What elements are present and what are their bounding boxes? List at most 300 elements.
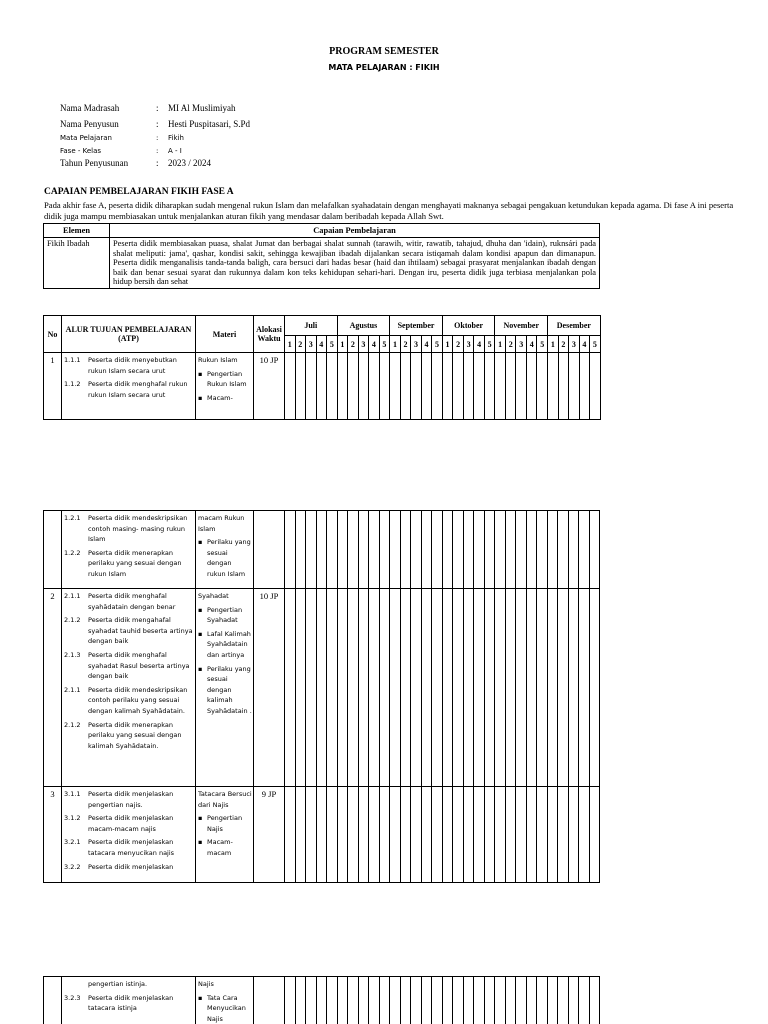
header-week: 1	[442, 336, 453, 353]
atp-row	[44, 977, 600, 1024]
atp-text: Peserta didik menjelaskan	[88, 862, 174, 871]
week-cell	[558, 511, 569, 589]
week-cell	[390, 589, 401, 787]
week-cell	[537, 511, 548, 589]
atp-list	[62, 353, 196, 420]
week-cell	[505, 977, 516, 1024]
header-atp: ALUR TUJUAN PEMBELAJARAN (ATP)	[62, 316, 196, 353]
week-cell	[442, 977, 453, 1024]
header-week: 5	[327, 336, 338, 353]
week-cell	[558, 589, 569, 787]
week-cell	[421, 977, 432, 1024]
atp-text: Peserta didik menjelaskan macam-macam najis	[88, 814, 174, 833]
week-cell	[400, 589, 411, 787]
atp-number: 3.2.1	[64, 838, 81, 847]
header-week: 5	[432, 336, 443, 353]
header-alokasi: Alokasi Waktu	[254, 316, 285, 353]
week-cell	[505, 787, 516, 883]
week-cell	[400, 787, 411, 883]
week-cell	[316, 589, 327, 787]
week-cell	[558, 787, 569, 883]
week-cell	[453, 511, 464, 589]
materi-text: Tata Cara Menyucikan Najis	[207, 993, 246, 1023]
materi-text: Macam-macam	[207, 838, 233, 857]
header-week: 5	[537, 336, 548, 353]
week-cell	[421, 787, 432, 883]
week-cell	[411, 787, 422, 883]
materi-title: Syahadat	[198, 592, 229, 600]
atp-row	[44, 787, 600, 883]
atp-number: 3.1.2	[64, 814, 81, 823]
week-cell	[589, 977, 600, 1024]
week-cell	[369, 977, 380, 1024]
materi-item	[198, 837, 252, 858]
week-cell	[516, 353, 527, 420]
week-cell	[516, 977, 527, 1024]
week-cell	[358, 589, 369, 787]
atp-number: 3.2.3	[64, 993, 81, 1002]
atp-number: 1.1.2	[64, 380, 81, 389]
atp-number: 3.2.2	[64, 862, 81, 871]
week-cell	[327, 977, 338, 1024]
week-cell	[474, 589, 485, 787]
week-cell	[516, 511, 527, 589]
identity-label: Nama Penyusun	[60, 118, 119, 129]
atp-list	[62, 511, 196, 589]
atp-list	[62, 787, 196, 883]
atp-text: Peserta didik menghafal rukun rukun Islam secara urut	[88, 380, 188, 399]
capaian-description: Pada akhir fase A, peserta didik diharapkan sudah mengenal rukun Islam dan melafalkan syahadatain dengan menghayati maknanya sebagai pengakuan ketundukan kepada agama. Di fase A ini peserta didik juga mampu membiasakan untuk menjalankan aturan fikih yang mendasar dalam beribadah kepada Allah Swt.	[44, 200, 734, 221]
capaian-col-capaian: Capaian Pembelajaran	[110, 224, 600, 238]
header-month: November	[495, 316, 548, 336]
capaian-heading: CAPAIAN PEMBELAJARAN FIKIH FASE A	[44, 187, 234, 197]
identity-row-mapel	[60, 131, 184, 144]
identity-value: MI Al Muslimiyah	[168, 102, 236, 113]
week-cell	[484, 977, 495, 1024]
atp-row	[44, 511, 600, 589]
week-cell	[463, 787, 474, 883]
header-week: 3	[463, 336, 474, 353]
week-cell	[484, 353, 495, 420]
identity-label: Tahun Penyusunan	[60, 157, 129, 168]
header-week: 2	[505, 336, 516, 353]
week-cell	[348, 511, 359, 589]
bullet-icon: ▪	[198, 605, 203, 614]
bullet-icon: ▪	[198, 664, 203, 673]
alokasi-value: 9 JP	[254, 787, 285, 883]
week-cell	[411, 589, 422, 787]
week-cell	[579, 511, 590, 589]
week-cell	[526, 787, 537, 883]
atp-item	[64, 979, 193, 990]
week-cell	[358, 511, 369, 589]
identity-label: Mata Pelajaran	[60, 133, 112, 142]
alokasi-value	[254, 511, 285, 589]
materi-text: Pengertian Syahadat	[207, 605, 243, 625]
row-number: 2	[44, 589, 62, 787]
week-cell	[474, 977, 485, 1024]
atp-text: Peserta didik menyebutkan rukun Islam secara urut	[88, 356, 177, 375]
week-cell	[432, 787, 443, 883]
week-cell	[537, 589, 548, 787]
header-week: 5	[590, 336, 601, 353]
week-cell	[327, 589, 338, 787]
header-week: 1	[285, 336, 296, 353]
week-cell	[474, 787, 485, 883]
week-cell	[537, 977, 548, 1024]
week-cell	[421, 353, 432, 420]
header-month: Juli	[285, 316, 338, 336]
week-cell	[442, 787, 453, 883]
identity-label: Nama Madrasah	[60, 102, 120, 113]
header-week: 4	[474, 336, 485, 353]
week-cell	[316, 787, 327, 883]
header-week: 4	[526, 336, 537, 353]
week-cell	[558, 977, 569, 1024]
week-cell	[484, 787, 495, 883]
identity-label: Fase - Kelas	[60, 146, 102, 155]
week-cell	[474, 353, 485, 420]
materi-item	[198, 629, 252, 661]
atp-text: Peserta didik menghafal syahādatain dengan benar	[88, 592, 176, 611]
header-week: 2	[348, 336, 359, 353]
schedule-table-page-3	[43, 976, 600, 1024]
materi-item	[198, 393, 252, 404]
atp-item	[64, 837, 193, 858]
header-materi: Materi	[196, 316, 254, 353]
week-cell	[548, 353, 559, 420]
week-cell	[589, 589, 600, 787]
week-cell	[526, 977, 537, 1024]
bullet-icon: ▪	[198, 838, 203, 847]
week-cell	[526, 511, 537, 589]
week-cell	[453, 977, 464, 1024]
header-week: 2	[558, 336, 569, 353]
week-cell	[505, 511, 516, 589]
week-cell	[306, 787, 317, 883]
capaian-elemen-value: Fikih Ibadah	[44, 238, 110, 289]
atp-list	[62, 589, 196, 787]
identity-row-tahun	[60, 156, 211, 169]
week-cell	[516, 589, 527, 787]
materi-item	[198, 813, 252, 834]
week-cell	[526, 589, 537, 787]
week-cell	[316, 977, 327, 1024]
atp-number: 2.1.2	[64, 720, 81, 729]
identity-row-penyusun	[60, 117, 250, 130]
week-cell	[337, 977, 348, 1024]
atp-item	[64, 615, 193, 647]
week-cell	[390, 353, 401, 420]
materi-item	[198, 537, 252, 579]
week-cell	[589, 511, 600, 589]
week-cell	[547, 589, 558, 787]
atp-item	[64, 720, 193, 752]
materi-title: Rukun Islam	[198, 356, 238, 364]
row-number: 1	[44, 353, 62, 420]
alokasi-value: 10 JP	[254, 589, 285, 787]
week-cell	[348, 977, 359, 1024]
week-cell	[306, 977, 317, 1024]
week-cell	[285, 787, 296, 883]
identity-value: Hesti Puspitasari, S.Pd	[168, 118, 251, 129]
week-cell	[411, 353, 422, 420]
header-week: 1	[390, 336, 401, 353]
week-cell	[400, 977, 411, 1024]
atp-text: pengertian istinja.	[88, 980, 148, 988]
materi-item	[198, 993, 252, 1024]
week-cell	[547, 977, 558, 1024]
week-cell	[348, 787, 359, 883]
week-cell	[295, 353, 306, 420]
materi-cell	[196, 977, 254, 1024]
atp-item	[64, 513, 193, 545]
atp-number: 2.1.1	[64, 685, 81, 694]
week-cell	[379, 977, 390, 1024]
identity-colon: :	[156, 157, 159, 168]
header-month: September	[390, 316, 443, 336]
week-cell	[295, 787, 306, 883]
bullet-icon: ▪	[198, 538, 203, 547]
week-cell	[579, 977, 590, 1024]
atp-item	[64, 685, 193, 717]
atp-text: Peserta didik mendeskripsikan contoh perilaku yang sesuai dengan kalimah Syahādatain.	[88, 685, 188, 715]
week-cell	[432, 353, 443, 420]
identity-colon: :	[156, 102, 159, 113]
materi-text: Perilaku yang sesuai dengan kalimah Syahādatain .	[207, 664, 252, 715]
week-cell	[316, 511, 327, 589]
week-cell	[285, 353, 296, 420]
header-week: 2	[400, 336, 411, 353]
week-cell	[537, 787, 548, 883]
header-week: 3	[516, 336, 527, 353]
page-title: PROGRAM SEMESTER	[329, 46, 439, 57]
atp-row	[44, 589, 600, 787]
week-cell	[579, 353, 590, 420]
week-cell	[421, 511, 432, 589]
week-cell	[558, 353, 569, 420]
week-cell	[579, 589, 590, 787]
week-cell	[474, 511, 485, 589]
atp-text: Peserta didik menerapkan perilaku yang sesuai dengan kalimah Syahādatain.	[88, 720, 182, 750]
week-cell	[306, 589, 317, 787]
atp-item	[64, 862, 193, 873]
atp-text: Peserta didik menjelaskan tatacara menyucikan najis	[88, 838, 175, 857]
week-cell	[390, 787, 401, 883]
atp-number: 3.1.1	[64, 790, 81, 798]
materi-text: Perilaku yang sesuai dengan rukun Islam	[207, 538, 251, 578]
header-no: No	[44, 316, 62, 353]
materi-cell	[196, 511, 254, 589]
week-cell	[463, 511, 474, 589]
week-cell	[327, 353, 338, 420]
week-cell	[569, 353, 580, 420]
week-cell	[453, 787, 464, 883]
materi-item	[198, 369, 252, 390]
identity-value: A - I	[168, 146, 182, 155]
identity-row-madrasah	[60, 101, 236, 114]
materi-item	[198, 664, 252, 717]
bullet-icon: ▪	[198, 814, 203, 823]
week-cell	[516, 787, 527, 883]
week-cell	[358, 977, 369, 1024]
atp-number	[64, 979, 88, 990]
week-cell	[411, 977, 422, 1024]
header-week: 3	[358, 336, 369, 353]
atp-text: Peserta didik mendeskripsikan contoh masing- masing rukun Islam	[88, 514, 188, 544]
week-cell	[369, 511, 380, 589]
header-week: 3	[306, 336, 317, 353]
week-cell	[453, 589, 464, 787]
atp-item	[64, 591, 193, 612]
materi-title: macam Rukun Islam	[198, 514, 245, 533]
week-cell	[568, 511, 579, 589]
materi-text: Pengertian Najis	[207, 814, 243, 833]
header-week: 3	[569, 336, 580, 353]
week-cell	[369, 353, 380, 420]
header-week: 1	[495, 336, 506, 353]
week-cell	[484, 511, 495, 589]
week-cell	[505, 353, 516, 420]
atp-item	[64, 813, 193, 834]
alokasi-value	[254, 977, 285, 1024]
week-cell	[568, 589, 579, 787]
row-number: 3	[44, 787, 62, 883]
week-cell	[327, 511, 338, 589]
week-cell	[327, 787, 338, 883]
page-subtitle: MATA PELAJARAN : FIKIH	[328, 63, 440, 72]
week-cell	[442, 589, 453, 787]
week-cell	[484, 589, 495, 787]
atp-text: Peserta didik menghafal syahadat Rasul beserta artinya dengan baik	[88, 650, 190, 681]
atp-item	[64, 548, 193, 580]
week-cell	[568, 787, 579, 883]
atp-item	[64, 650, 193, 682]
materi-item	[198, 605, 252, 626]
header-week: 5	[379, 336, 390, 353]
materi-cell	[196, 353, 254, 420]
atp-number: 1.2.2	[64, 548, 81, 557]
header-week: 1	[337, 336, 348, 353]
atp-text: Peserta didik mengahafal syahadat tauhid beserta artinya dengan baik	[88, 616, 193, 646]
week-cell	[306, 511, 317, 589]
week-cell	[358, 353, 369, 420]
week-cell	[442, 511, 453, 589]
week-cell	[411, 511, 422, 589]
atp-item	[64, 355, 193, 376]
materi-cell	[196, 787, 254, 883]
row-number	[44, 511, 62, 589]
week-cell	[295, 589, 306, 787]
week-cell	[495, 977, 506, 1024]
week-cell	[453, 353, 464, 420]
schedule-table-page-2	[43, 510, 600, 883]
schedule-table-page-1	[43, 315, 601, 420]
atp-number: 2.1.1	[64, 592, 81, 600]
header-month: Oktober	[442, 316, 495, 336]
week-cell	[568, 977, 579, 1024]
header-week: 4	[369, 336, 380, 353]
atp-number: 1.1.1	[64, 356, 81, 364]
atp-text: Peserta didik menerapkan perilaku yang sesuai dengan rukun Islam	[88, 548, 182, 578]
week-cell	[526, 353, 537, 420]
atp-list	[62, 977, 196, 1024]
week-cell	[463, 977, 474, 1024]
week-cell	[295, 511, 306, 589]
header-week: 4	[579, 336, 590, 353]
atp-number: 2.1.3	[64, 650, 81, 659]
week-cell	[589, 787, 600, 883]
atp-item	[64, 789, 193, 810]
atp-row	[44, 353, 601, 420]
week-cell	[306, 353, 317, 420]
header-week: 2	[295, 336, 306, 353]
identity-colon: :	[156, 146, 159, 155]
header-week: 3	[411, 336, 422, 353]
week-cell	[495, 787, 506, 883]
week-cell	[337, 353, 348, 420]
materi-text: Pengertian Rukun Islam	[207, 369, 247, 389]
week-cell	[358, 787, 369, 883]
week-cell	[348, 353, 359, 420]
week-cell	[369, 787, 380, 883]
capaian-text: Peserta didik membiasakan puasa, shalat Jumat dan berbagai shalat sunnah (tarawih, witir, rawatib, tahajud, dhuha dan 'idain), ruknsári pada shalat meliputi: jama', qashar, kondisi sakit, sehingga kewajiban ibadah dijalankan secara istiqamah dalam kondisi apapun dan dimanapun. Peserta didik menganalisis tanda-tanda baligh, cara bersuci dari hadas besar (haid dan ihtilaam) sebagai prasyarat menjalankan ibadah dengan baik dan benar sesuai syarat dan rukunnya dalam kon teks kehidupan sehari-hari. Dengan iru, peserta didik juga terbiasa menjalankan pola hidup bersih dan sehat	[110, 238, 600, 289]
materi-cell	[196, 589, 254, 787]
capaian-table	[43, 223, 600, 289]
bullet-icon: ▪	[198, 393, 203, 402]
header-week: 4	[316, 336, 327, 353]
bullet-icon: ▪	[198, 369, 203, 378]
identity-colon: :	[156, 133, 159, 142]
week-cell	[316, 353, 327, 420]
week-cell	[285, 511, 296, 589]
week-cell	[337, 589, 348, 787]
week-cell	[379, 353, 390, 420]
week-cell	[579, 787, 590, 883]
week-cell	[348, 589, 359, 787]
header-week: 2	[453, 336, 464, 353]
week-cell	[463, 589, 474, 787]
capaian-col-elemen: Elemen	[44, 224, 110, 238]
week-cell	[547, 511, 558, 589]
week-cell	[337, 787, 348, 883]
week-cell	[337, 511, 348, 589]
week-cell	[505, 589, 516, 787]
header-month: Desember	[548, 316, 601, 336]
materi-text: Macam-	[207, 393, 233, 402]
week-cell	[495, 511, 506, 589]
week-cell	[400, 353, 411, 420]
week-cell	[463, 353, 474, 420]
alokasi-value: 10 JP	[254, 353, 285, 420]
identity-value: Fikih	[168, 133, 184, 142]
week-cell	[379, 787, 390, 883]
week-cell	[400, 511, 411, 589]
identity-colon: :	[156, 118, 159, 129]
row-number	[44, 977, 62, 1024]
identity-value: 2023 / 2024	[168, 157, 212, 168]
atp-number: 2.1.2	[64, 616, 81, 625]
week-cell	[285, 589, 296, 787]
materi-title: Najis	[198, 980, 214, 988]
week-cell	[379, 511, 390, 589]
week-cell	[495, 589, 506, 787]
week-cell	[390, 511, 401, 589]
week-cell	[495, 353, 506, 420]
week-cell	[432, 977, 443, 1024]
week-cell	[537, 353, 548, 420]
header-week: 1	[548, 336, 559, 353]
